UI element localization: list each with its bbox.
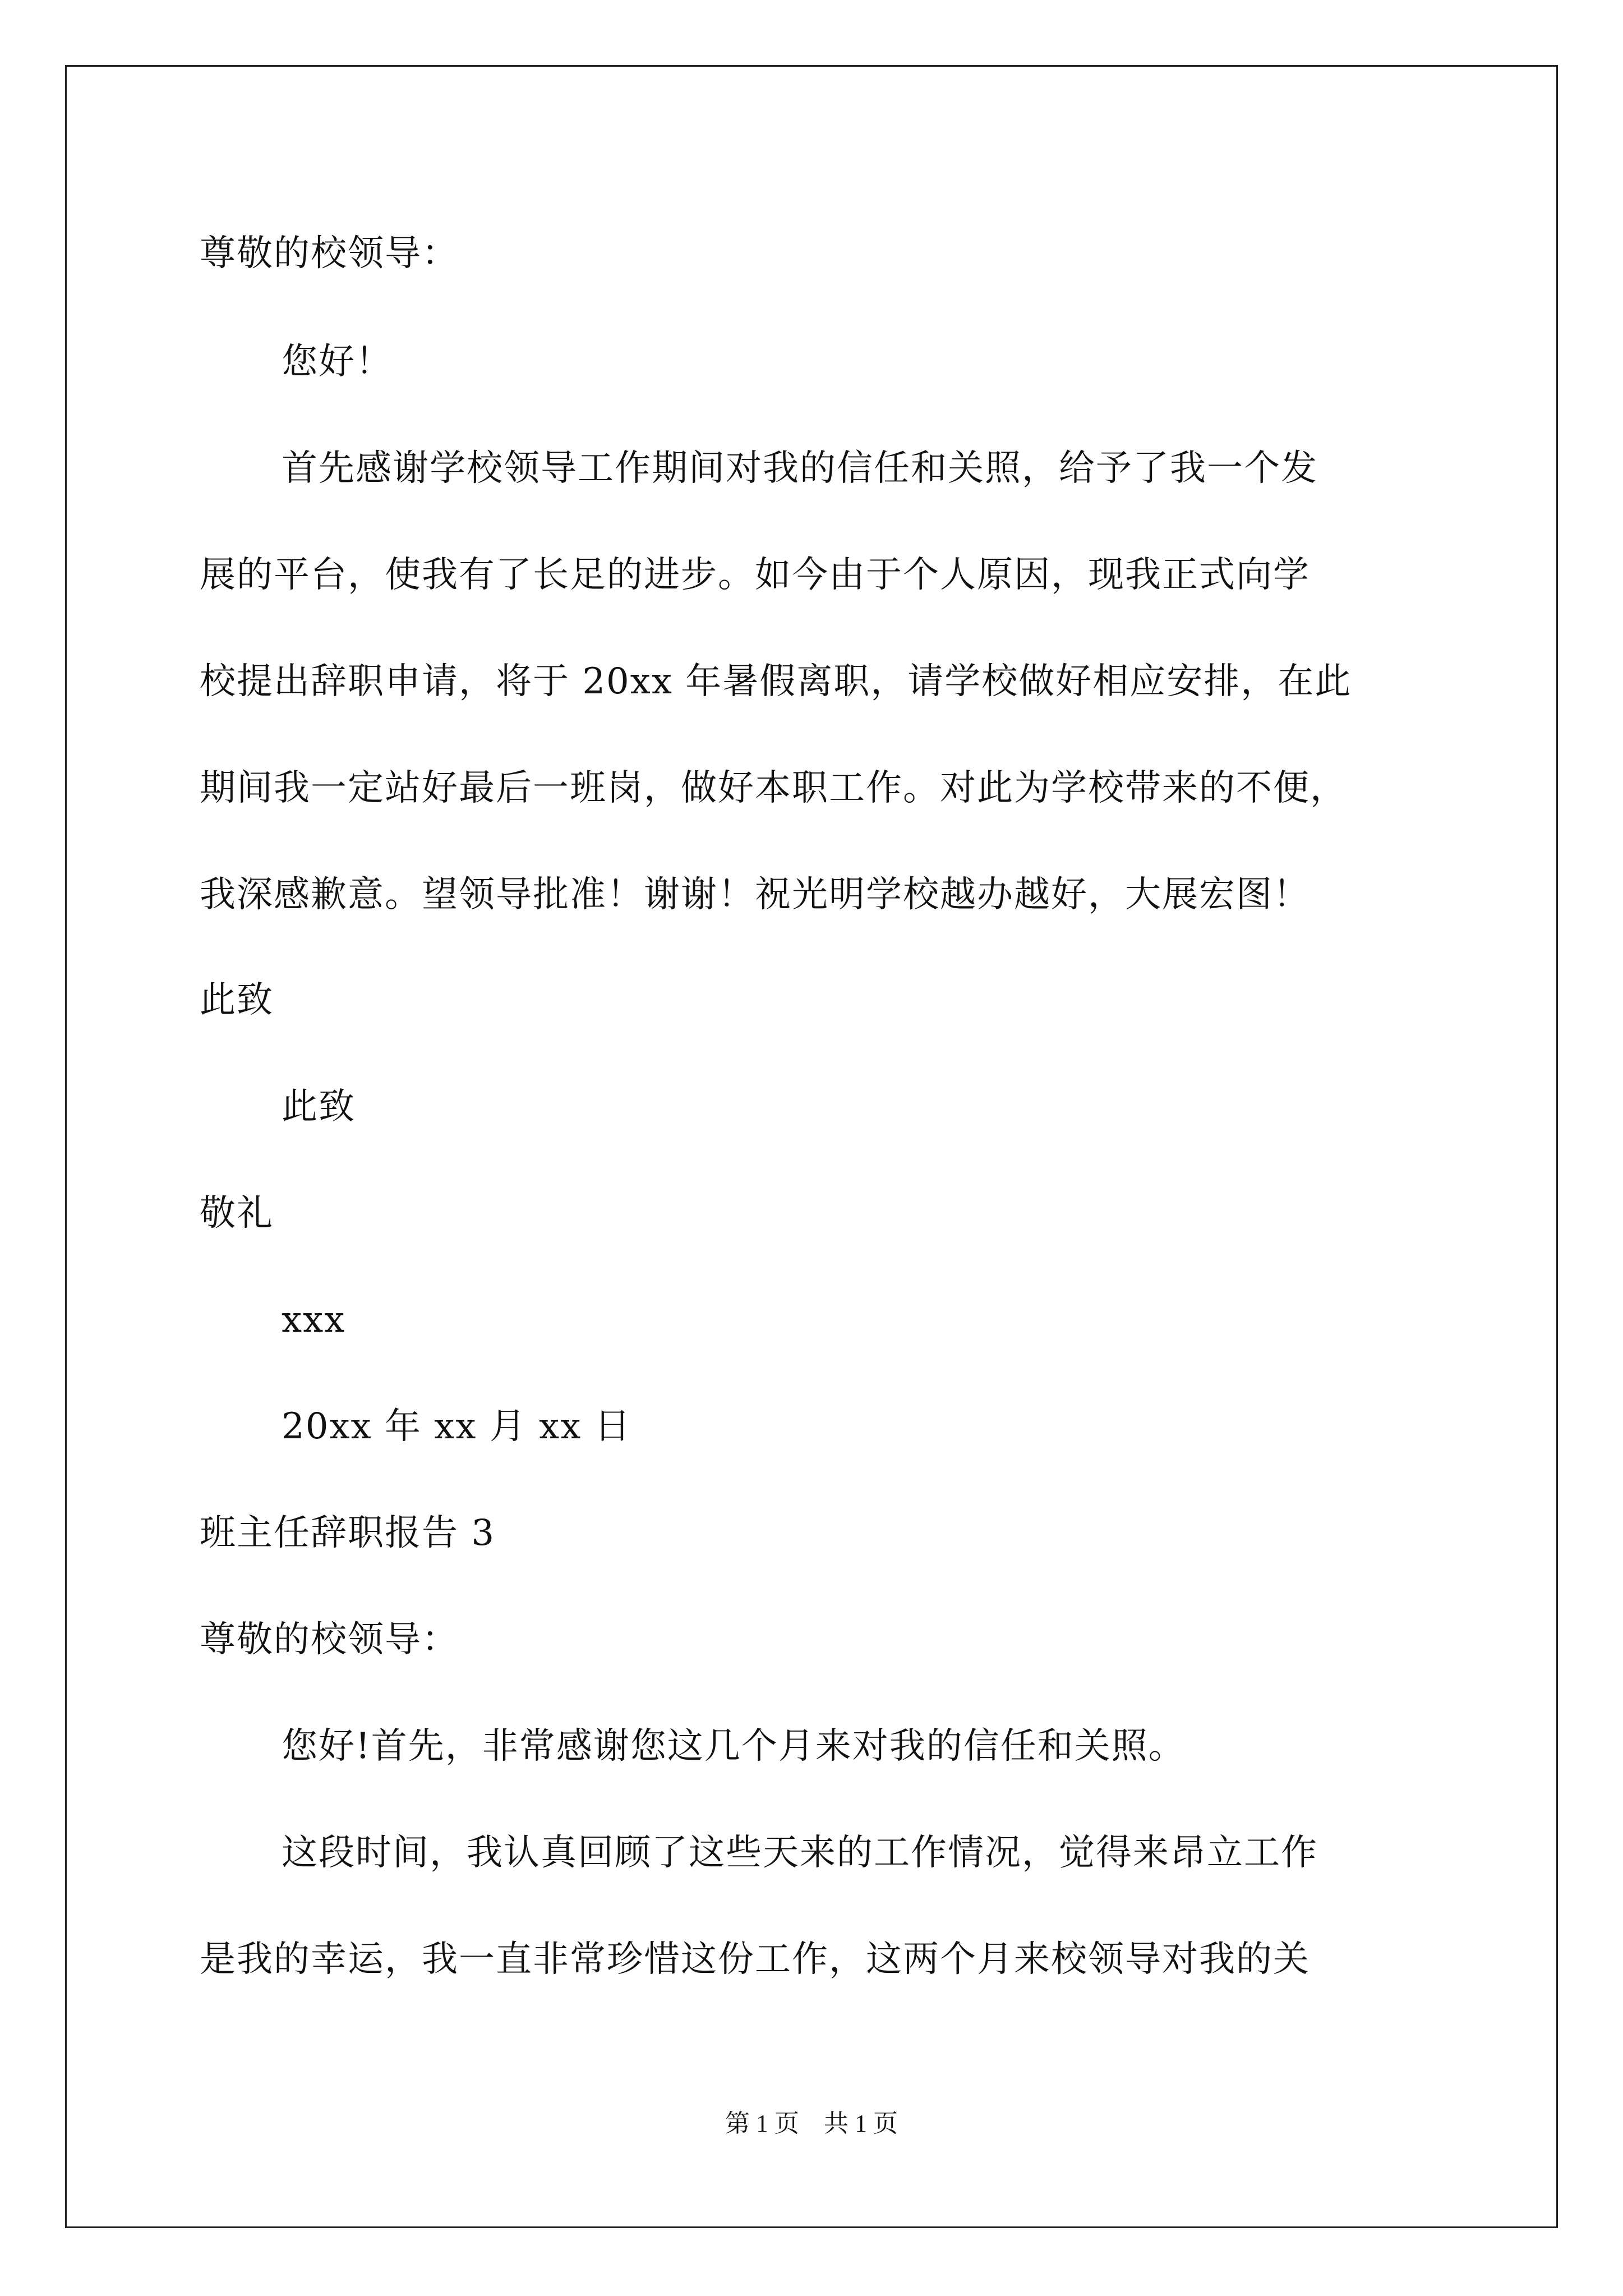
signature-name: xxx [282, 1299, 346, 1341]
paragraph-line: 校提出辞职申请，将于 20xx 年暑假离职，请学校做好相应安排，在此 [200, 661, 1352, 702]
salutation: 尊敬的校领导： [200, 233, 459, 274]
salutation: 尊敬的校领导： [200, 1619, 459, 1660]
closing-line: 此致 [282, 1086, 356, 1128]
page-number: 第 1 页 共 1 页 [725, 2110, 898, 2137]
closing-regards: 敬礼 [200, 1193, 274, 1234]
paragraph-line: 我深感歉意。望领导批准！谢谢！祝光明学校越办越好，大展宏图！ [200, 874, 1310, 915]
signature-date: 20xx 年 xx 月 xx 日 [282, 1406, 631, 1447]
page-border [65, 65, 1558, 2228]
paragraph-line: 这段时间，我认真回顾了这些天来的工作情况，觉得来昂立工作 [282, 1832, 1318, 1874]
greeting: 您好！ [282, 341, 393, 383]
paragraph-line: 首先感谢学校领导工作期间对我的信任和关照，给予了我一个发 [282, 448, 1318, 489]
paragraph-line: 您好!首先，非常感谢您这几个月来对我的信任和关照。 [282, 1726, 1186, 1767]
closing-line: 此致 [200, 979, 274, 1021]
paragraph-line: 期间我一定站好最后一班岗，做好本职工作。对此为学校带来的不便， [200, 767, 1347, 809]
paragraph-line: 是我的幸运，我一直非常珍惜这份工作，这两个月来校领导对我的关 [200, 1939, 1310, 1980]
section-title: 班主任辞职报告 3 [200, 1512, 496, 1554]
paragraph-line: 展的平台，使我有了长足的进步。如今由于个人原因，现我正式向学 [200, 554, 1310, 596]
